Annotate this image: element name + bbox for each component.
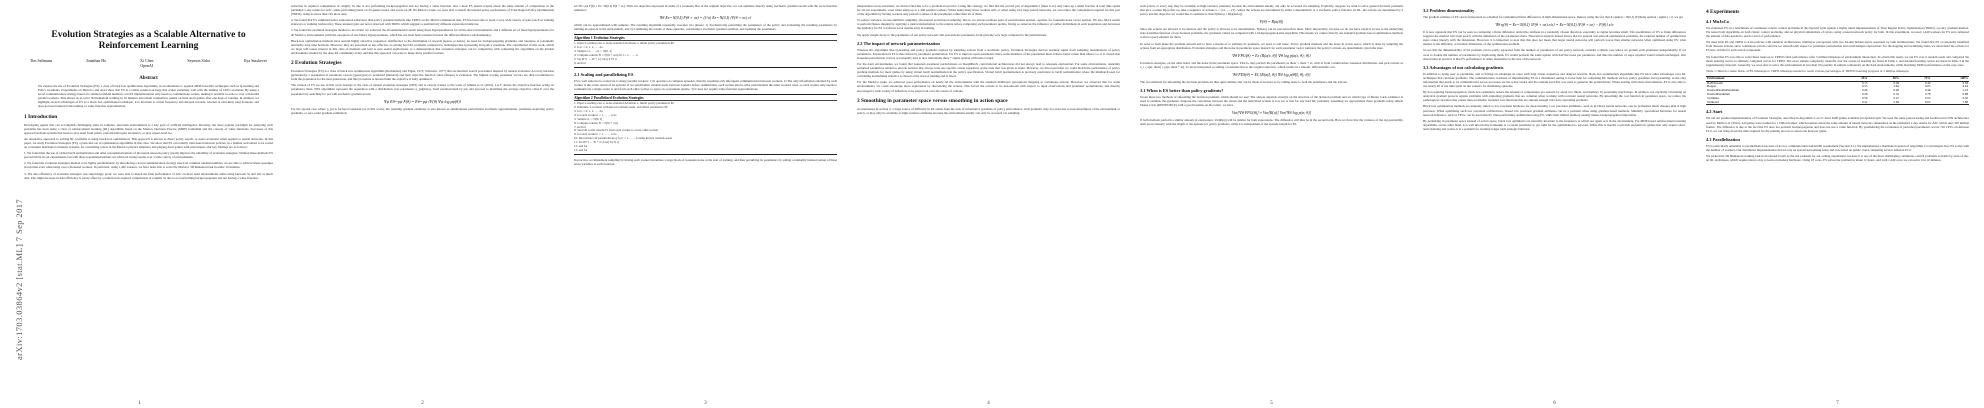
page-number: 7 — [1836, 401, 1839, 406]
paragraph: Black box optimization methods are uniquely suited to low precision hardware for deep learning. Low precision arithmetic, such as in binary neural networks, can be performed much cheaper than at high precision. When optimizing such low precision architectures, biased low precision gradient estimates can be a problem when using gradient-based methods. Similarly, specialized hardware for neural network inference, such as TPUs, can be used directly when performing optimization using ES, while their limited memory usually makes backpropagation impossible. — [1423, 104, 1686, 117]
paragraph: Evolution strategies, on the other hand, add the noise in the parameter space. That is, they perturb the parameters as theta' = theta + xi, with xi from a multivariate Gaussian distribution, and pick actions as a_t = a(xi, theta) = pi(s; theta + xi). It can be interpreted as adding a Gaussian blur to the original objective, which results in a smooth, differentiable cost. — [1140, 60, 1403, 69]
table-cell: 7.88 — [1962, 99, 1968, 104]
table-cell: 0.42 — [1925, 80, 1931, 85]
table-cell: 0.49 — [1925, 88, 1931, 93]
paragraph: To see that the dimensionality of the problem can be partly separated from the number of parameters of our policy network, consider a simple case where we perturb each parameter independently. If we were to double the number of parameters by duplicating them, ES would perform the same update with half the noise per parameter, and thus the number of steps required would remain unchanged. Our observation in practice is that ES performance is rather insensitive to the size of the network. — [1423, 48, 1686, 61]
page-3 — [566, 0, 845, 408]
table-header-cell: Environment — [1707, 75, 1725, 80]
paragraph: In order to both make the problem smooth and to have a means of to estimate its gradients, we need to add noise. Policy gradient methods add the noise in action space, which is done by sampling the actions from an appropriate distribution. Evolution strategies add the noise in parameter space instead: for each parameter vector sampled, the policy's actions are deterministic given the state. — [1140, 41, 1403, 50]
algorithm-line: 8: Send all scalar returns Fi from each worker to every other worker — [574, 128, 659, 133]
algorithm-line: 4: for each worker i = 1, . . . , n do — [574, 112, 617, 117]
paragraph: The version of ES we use in this work belongs to the class of natural evolution strategies (NES) and is closely related to the work of Sehnke et al. (2010). Let F denote the objective function acting on parameters theta. NES algorithms represent the population with a distribution over parameters p_psi(theta), itself parameterized by psi, and proceed to maximize the average objective value E over the population by searching for psi with stochastic gradient ascent. — [291, 83, 554, 96]
table-cell: 0.28 — [1861, 92, 1868, 97]
section-heading: 4 Experiments — [1706, 9, 1740, 15]
equation: ∇θ FPG(θ) = Eε {R(a(ε, θ)) ∇θ log p(a(ε, θ); θ)} — [1232, 52, 1311, 58]
paragraph: set Eθ∼pψ F(θ) = Eε∼N(0,I) F(θ + σε). With our objective expressed in terms of a Gaussian blur of the original objective, we can optimize directly using stochastic gradient ascent with the score function estimator: — [574, 4, 837, 13]
paragraph: 1. We found that the use of virtual batch normalization and other reparameterizations of the neural network policy greatly improve the reliability of evolution strategies. Without these methods ES proved brittle in our experiments, but with these reparameterizations we achieved strong results over a wide variety of environments. — [24, 151, 273, 160]
algorithm-box — [574, 94, 837, 155]
page-5 — [1132, 0, 1411, 408]
equation: ∇θ Eε∼N(0,I) F(θ + σε) = (1/σ) Eε∼N(0,I) {F(θ + σε) ε} — [659, 15, 752, 21]
paragraph: ES is well suited to be scaled up to many parallel workers: 1) It operates on complete episodes, thereby requiring only infrequent communication between workers. 2) The only information obtained by each worker is the scalar return of an episode: if we synchronize random seeds between workers before optimization, each worker knows what perturbations the other workers used, so each worker only needs to communicate a single scalar to and from each other worker to agree on a parameter update. 3) It does not require value function approximations. — [574, 78, 837, 91]
paragraph: For the MuJoCo tasks, we achieved good performance on nearly all the environments with the standard multilayer perceptrons mapping to continuous actions. However, we observed that for some environments, we could encourage more exploration by discretizing the actions. This forced the actions to be non-smooth with respect to input observations and parameter perturbations, and thereby encouraged a wide variety of behaviors to be played out over the course of rollouts. — [857, 80, 1120, 93]
paragraph: We used both ES and TRPO to train policies with identical architectures: multilayer perceptrons with two 64-unit hidden layers separated by tanh nonlinearities. We found that ES occasionally benefited from discrete actions, since continuous actions could be too smooth with respect to parameter perturbation and could hamper exploration. For the hopping and swimming tasks, we discretized the actions for ES into 10 bins for each action component. — [1706, 40, 1969, 53]
page-3-content — [574, 4, 837, 168]
table-cell: 1.23 — [1962, 88, 1968, 93]
table-cell: 0.46 — [1861, 88, 1868, 93]
algorithm-line: 5: Set θt+1 ← θt + α (1/nσ) Σ Fi εi — [574, 57, 617, 61]
page-2 — [283, 0, 562, 408]
paragraph: We evaluated ES on a benchmark of continuous robotic control problems in the OpenAI Gym against a highly tuned implementation of Trust Region Policy Optimization (TRPO), a policy gradient method. We tested both algorithms on both classic control problems, and on physical simulations of robots, using a neural network policy for both. In this experiment, we used 1,440 workers for ES and compared the amount of data needed to reach a level of performance. — [1706, 26, 1969, 39]
paragraph: We ran our parallel implementation of Evolution Strategies, described in Algorithm 2, on 51 Atari 2600 games available in OpenAI Gym. We used the same preprocessing and feedforward CNN architecture used by Mnih et al. (2016). All games were trained for 1 billion frames, which requires about the same amount of neural network computation as the published 1-day results for A3C which uses 320 million frames. The difference is due to the fact that ES does not perform backpropagation and does not use a value function. By parallelizing the evaluation of perturbed parameters across 720 CPUs on Amazon EC2, we can bring down the time required for the training process to about one hour per game. — [1706, 116, 1969, 133]
table-cell: 6.94 — [1962, 84, 1968, 89]
paragraph: Whereas RL algorithms like Q-learning and policy gradients explore by sampling actions from a stochastic policy, Evolution Strategies derives learning signal from sampling instantiations of policy parameters. Exploration in ES is thus driven by parameter perturbation. For ES to improve upon parameters theta, some members of the population must achieve better return than others: i.e. it is crucial that Gaussian perturbation vectors occasionally lead to new individuals theta + sigma epsilon with better return. — [857, 47, 1120, 60]
table-cell: 0.53 — [1861, 84, 1868, 89]
paper-title: Evolution Strategies as a Scalable Alternative to Reinforcement Learning — [51, 30, 246, 51]
table-cell: Walker2d — [1707, 99, 1719, 104]
page-number: 3 — [704, 401, 707, 406]
paragraph: If both methods perform a similar amount of exploration, Var[R(a)] will be similar for both expressions. The difference will thus be in the second term. Here we have that the variance of the log-probability term grows linearly with the length of the episode for policy gradients, while it is independent of the episode length for ES. — [1140, 118, 1403, 127]
section-heading: 1 Introduction — [24, 113, 58, 120]
page-number: 4 — [987, 401, 990, 406]
equation: ∇θ η(θ) = Eε∼N(0,I) {F(θ + σε) ε/σ} = Eε∼N(0,I) {F(θ + σε) − F(θ)} ε/σ — [1495, 22, 1614, 28]
table-cell: 3.64 — [1893, 84, 1899, 89]
algorithm-line: 2: for t = 0, 1, 2, . . . do — [574, 45, 603, 50]
paragraph: It is now apparent that ES can be seen as computing a finite difference derivative estimate in a randomly chosen direction, especially as sigma becomes small. The resemblance of ES to finite differences suggests the method will scale poorly with the dimension of the parameters theta. Theoretical analysis indeed shows that for general non-smooth optimization problems, the required number of optimization steps scales linearly with the dimension. However, it is important to note that this does not mean that larger neural networks will perform worse than smaller networks when optimized using ES: what matters is the difficulty, or intrinsic dimension, of the optimization problem. — [1423, 30, 1686, 47]
paragraph: We found that ES was able to solve these tasks up to TRPO's final performance after 5 million timesteps of environment interaction. To obtain this result, we ran ES over 6 random seeds and compared the mean learning curves to similarly computed curves for TRPO. The exact sample complexity tradeoffs over the course of learning are listed in Table 1, and detailed learning curves are listed in Table 3 in the supplementary material. Generally, we were able to solve the environments in less than 10x penalty in sample complexity on the hard environments, while matching TRPO performance on the easy ones. — [1706, 54, 1969, 67]
paragraph: independent across iterations, we did not find this to be a problem in practice. Using this strategy, we find that the second part of Algorithm 2 (lines 9-12) only takes up a small fraction of total time spend for all our experiments, even when using up to 1,440 parallel workers. When using many more workers still, or when using very large neural networks, we can reduce the computation required for this part of the algorithm by having workers only perturb a subset of the parameters rather than all of them. — [857, 4, 1120, 17]
page-number: 2 — [421, 401, 424, 406]
page-6-content — [1423, 4, 1686, 133]
paragraph: By not requiring backpropagation, black box optimizers reduce the amount of computation per episode by about two thirds, and memory by potentially much more. In addition, not explicitly calculating an analytical gradient protects against problems with exploding gradients that are common when working with recurrent neural networks. By smoothing the cost function in parameter space, we reduce the pathological curvature that causes these problems: bounded cost functions that are smooth enough can't have exploding gradients. — [1423, 90, 1686, 103]
table-cell: HalfCheetah — [1707, 80, 1723, 85]
algorithm-line: 3: Sample ε1, . . . εn ∼ N(0, I) — [574, 49, 612, 54]
subsection-heading: 3.1 When is ES better than policy gradients? — [1140, 88, 1224, 94]
table-cell: 0.49 — [1893, 80, 1899, 85]
author: Ilya Sutskever — [243, 58, 267, 63]
page-5-content — [1140, 4, 1403, 129]
algorithm-title: Algorithm 1 Evolution Strategies — [574, 36, 837, 41]
table-cell: InvertedPendulum — [1707, 92, 1730, 97]
equation: ∇θ FES(θ) = Eξ {R(a(ξ, θ)) ∇θ log p(θ̃(ξ, θ); θ)} — [1232, 71, 1311, 77]
paragraph: ES is particularly amenable to parallelization because of its low communication bandwidth requirement (Section 2.1). We implemented a distributed version of Algorithm 2 to investigate how ES scales with the number of workers. Our distributed implementation did not rely on special networking setup and was tested on public cloud computing service Amazon EC2. — [1706, 143, 1969, 152]
subsection-heading: 3.3 Advantages of not calculating gradients — [1423, 64, 1504, 70]
paragraph: Black-box optimization methods have several highly attractive properties: indifference to the distribution of rewards (sparse or dense), no need for backpropagating gradients, and tolerance of potentially arbitrarily long time horizons. However, they are perceived as less effective at solving hard RL problems compared to techniques like Q-learning and policy gradients. The contribution of this work, which we hope will renew interest in this class of methods and lead to new useful applications, is a demonstration that evolution strategies can be competitive with competing RL algorithms on the hardest environments studied by the deep RL community today, and that this approach can scale to many more parallel workers. — [291, 38, 554, 55]
paragraph: As mentioned in section 2, a large source of difficulty in RL stems from the lack of informative gradients of policy performance: such gradients may not exist due to non-smoothness of the environment or policy, or may only be available as high-variance estimates because the environment usually can only be accessed via sampling. — [857, 106, 1120, 115]
paragraph: each action, or every step may be available as high-variance estimates because the environment usually can only be accessed via sampling. Explicitly, suppose we wish to solve general decision problems that give a return R(a) after we take a sequence of actions a = {a1, ..., aT}, where the actions are determined by either a deterministic or a stochastic policy function. In RL, the actions are determined by a policy and the objective we would like to optimize is thus F(theta) = R(a(theta)). — [1140, 4, 1403, 17]
table-cell: 0.56 — [1861, 95, 1868, 100]
table-cell: InvertedDoublePendulum — [1707, 88, 1739, 93]
paragraph: reduction in required computation of roughly 3x due to not performing backpropagation and not having a value function. Our 1-hour ES results require about the same amount of computation as the published 1-day results for A3C, while performing better on 23 games tested, and worse on 28. On MuJoCo tasks, we were able to match the learned policy performance of Trust Region Policy Optimization (TRPO), using no more than 10x more data. — [291, 4, 554, 17]
subsection-heading: 4.3 Parallelization — [1706, 136, 1740, 142]
author: Tim Salimans — [30, 58, 53, 63]
paragraph: Evolution Strategies (ES) is a class of black box optimization algorithms (Rechenberg and Eigen, 1973; Schwefel, 1977) that are heuristic search procedures inspired by natural evolution: At every iteration (generation), a population of parameter vectors (genotypes) is perturbed (mutated) and their objective function value (fitness) is evaluated. The highest scoring parameter vectors are then recombined to form the population for the next generation, and this procedure is iterated until the objective is fully optimized. — [291, 69, 554, 82]
table-cell: 0.53 — [1925, 95, 1931, 100]
page-4-content — [857, 4, 1120, 117]
page-number: 6 — [1553, 401, 1556, 406]
equation: F(θ) = R(a(θ)) — [1259, 19, 1284, 25]
table-cell: 5.69 — [1893, 99, 1899, 104]
algorithm-line: 1: Input: Learning rate α, noise standard deviation σ, initial policy parameters θ0 — [574, 101, 674, 106]
table-cell: 6.05 — [1925, 84, 1931, 89]
section-heading: 3 Smoothing in parameter space versus smoothing in action space — [857, 97, 1008, 104]
equation: Var[∇θ FPG(θ)] ≈ Var[R(a)] Var[∇θ log p(a; θ)] — [1231, 110, 1312, 116]
paragraph: An alternative approach to solving RL problems is using black-box optimization. This approach is known as direct policy search, or neuro-evolution when applied to neural networks. In this paper, we study Evolution Strategies (ES), a particular set of optimization algorithms in this class. We show that ES can reliably train neural network policies, in a fashion well suited to be scaled up to modern distributed computer systems, for controlling robots in the MuJoCo physics simulator and playing Atari games with pixel inputs. Our key findings are as follows: — [24, 136, 273, 150]
subsection-heading: 4.1 MuJoCo — [1706, 19, 1729, 24]
algorithm-line: 2: Initialize: n workers with known random seeds, and initial parameters θ0 — [574, 105, 668, 109]
table-cell: Swimmer — [1707, 95, 1720, 100]
results-table — [1706, 76, 1969, 106]
table-header-cell: 25% — [1861, 75, 1868, 80]
author: Szymon Sidor — [187, 58, 211, 63]
page-6 — [1415, 0, 1694, 408]
table-cell: 8.02 — [1925, 99, 1931, 104]
table-cell: 0.48 — [1893, 88, 1899, 93]
algorithm-line: 10: Reconstruct all perturbations εj for j = 1, . . . , n using known random seeds — [574, 136, 672, 141]
algorithm-line: 3: for t = 0, 1, 2, . . . do — [574, 108, 603, 113]
subsection-heading: 4.2 Atari — [1706, 109, 1723, 115]
paragraph: To reduce variance, we use antithetic sampling, also known as mirrored sampling, that is, we always evaluate pairs of perturbations epsilon, -epsilon, for Gaussian noise vector epsilon. We also find it useful to perform fitness shaping by applying a rank transformation to the returns before computing each parameter update. Doing so removes the influence of outlier individuals in each population and decreases the tendency for ES to fall into local optima early in training. — [857, 18, 1120, 31]
algorithm-line: 9: for each worker i = 1, . . . , n do — [574, 132, 617, 137]
algorithm-line: 6: Compute returns Fi = F(θt + σεi) — [574, 120, 618, 125]
algorithm-line: 6: end for — [574, 60, 587, 65]
table-cell: 0.41 — [1861, 99, 1868, 104]
algorithm-line: 4: Compute returns Fi = F(θt + σεi) for i = 1, . . . , n — [574, 53, 638, 58]
arxiv-id: arXiv:1703.03864v2 [stat.ML] 7 Sep 2017 — [14, 198, 24, 360]
algorithm-line: 13: end for — [574, 147, 588, 152]
algorithm-line: 7: end for — [574, 124, 587, 129]
page-7 — [1698, 0, 1977, 408]
subsection-heading: 2.2 The impact of network parameterization — [857, 40, 940, 46]
algorithm-title: Algorithm 2 Parallelized Evolution Strategies — [574, 96, 837, 101]
page-7-content — [1706, 4, 1969, 164]
page-1 — [0, 0, 279, 408]
paragraph: 2. We found the evolution strategies method to be highly parallelizable: by introducing a novel communication strategy based on common random numbers, we are able to achieve linear speedups in run time even when using over a thousand workers. In particular, using 1,440 workers, we have been able to solve the MuJoCo 3D humanoid task in under 10 minutes. — [24, 161, 273, 170]
table-caption: Table 1: MuJoCo tasks: Ratio of ES timesteps to TRPO timesteps needed to reach various percentages of TRPO's learning progress at 5 million timesteps. — [1706, 68, 1910, 73]
table-cell: 0.58 — [1962, 80, 1968, 85]
page-number: 1 — [138, 401, 141, 406]
table-cell: Hopper — [1707, 84, 1717, 89]
page-1-body — [24, 4, 273, 182]
table-header-cell: 75% — [1924, 75, 1931, 80]
paragraph: which can be approximated with samples. The resulting algorithm repeatedly executes two phases: 1) Stochastically perturbing the parameters of the policy and evaluating the resulting parameters by running an episode in the environment, and 2) Combining the results of these episodes, calculating a stochastic gradient estimate, and updating the parameters. — [574, 23, 837, 32]
subsection-heading: 2.1 Scaling and parallelizing ES — [574, 71, 634, 77]
author: Jonathan Ho — [86, 58, 107, 63]
table-cell: 0.15 — [1861, 80, 1868, 85]
paragraph: 4. We found that ES exhibited better exploration behaviour than policy gradient methods like TRPO: on the MuJoCo humanoid task, ES has been able to learn a very wide variety of gaits (such as walking sideways or walking backwards). These unusual gaits are never observed with TRPO, which suggests a qualitatively different exploration behavior. — [291, 18, 554, 27]
algorithm-line: 1: Input: Learning rate α, noise standard deviation σ, initial policy parameters θ0 — [574, 41, 674, 46]
paragraph: 3. The data efficiency of evolution strategies was surprisingly good: we were able to match the final performance of A3C on most Atari environments while using between 3x and 10x as much data. The slight decrease in data efficiency is partly offset by a reduction in required computation of roughly 3x due to not performing backpropagation and not having a value function. — [24, 171, 273, 180]
author-block — [140, 58, 153, 68]
paragraph: For the Atari environments, we found that Gaussian parameter perturbations on DeepMind's convolutional architectures did not always lead to adequate exploration: For some environments, randomly perturbed parameters tended to encode policies that always took one specific action regardless of the state that was given as input. However, we discovered that we could match the performance of policy gradient methods for most games by using virtual batch normalization in the policy specification. Virtual batch normalization is precisely equivalent to batch normalization where the minibatch used for calculating normalizing statistics is chosen at the start of training and is fixed. — [857, 61, 1120, 79]
paragraph: The gradient estimate of ES can be interpreted as a method for randomized finite differences in high-dimensional space. Indeed, using the fact that E epsilon ~ N(0,I) {F(theta) epsilon / sigma} = 0, we get — [1423, 15, 1683, 19]
paragraph: Developing agents that can accomplish challenging tasks in complex, uncertain environments is a key goal of artificial intelligence. Recently, the most popular paradigm for analyzing such problems has been using a class of reinforcement learning (RL) algorithms based on the Markov Decision Process (MDP) formalism and the concept of value functions. Successes of this approach include systems that learn to play Atari from pixels, perform helicopter aerobatics, or play expert-level Go. — [24, 122, 273, 135]
equation: ∇ψ Eθ∼pψ F(θ) = Eθ∼pψ {F(θ) ∇ψ log pψ(θ)} — [383, 98, 462, 104]
table-row — [1706, 101, 1969, 105]
table-cell: 0.88 — [1962, 92, 1968, 97]
algorithm-line: 12: end for — [574, 144, 588, 149]
table-header-cell: 100% — [1960, 75, 1968, 80]
page-2-content — [291, 4, 554, 117]
abstract-heading: Abstract — [139, 76, 158, 81]
section-heading: 2 Evolution Strategies — [291, 60, 342, 67]
paragraph: 5. We found the evolution strategies method to be robust: we achieved the aforementioned results using fixed hyperparameters for all the Atari environments, and a different set of fixed hyperparameters for all MuJoCo environments (with the exception of one binary hyperparameter, which has not been held constant between the different MuJoCo environments). — [291, 28, 554, 37]
paragraph: In practice, we implement sampling by having each worker instantiate a large block of Gaussian noise at the start of training, and then perturbing its parameters by adding a randomly indexed subset of these noise variables at each iteration. — [574, 157, 837, 166]
paragraph: By perturbing in parameter space instead of action space, black box optimizers are naturally invariant to the frequency at which our agent acts in the environment. For MDP-based reinforcement learning algorithms, on the other hand, it is well known that frameskip is a crucial parameter to get right for the optimization to succeed. While this is usually a solvable problem for games that only require short-term planning and action, it is a problem for learning longer term strategic behavior. — [1423, 118, 1686, 131]
table-cell: 0.30 — [1962, 95, 1968, 100]
page-1-content — [24, 114, 273, 180]
page-4 — [849, 0, 1128, 408]
paragraph: Given these two methods of smoothing the decision problem, which should we use? The answer depends strongly on the structure of the decision problem and on which type of Monte Carlo estimator is used to estimate the gradients. Suppose the correlation between the return and the individual actions is low (as is true for any hard RL problem). Assuming we approximate these gradients using simple Monte Carlo (REINFORCE) with a good baseline on the return, we have — [1140, 95, 1403, 108]
paragraph: In addition to being easy to parallelize, and to having an advantage in cases with long action sequences and delayed rewards, black box optimization algorithms like ES have other advantages over RL techniques that calculate gradients. The communication overhead of implementing ES in a distributed setting is lower than for competing RL methods such as policy gradients and Q-learning, as the only information that needs to be communicated across processes are the scalar return and the random seed that was used to generate the perturbations. When dealing with ideal environments, ES is also able to use nearly all of the time spent on the workers for simulating episodes. — [1423, 71, 1686, 89]
table-cell: 0.78 — [1925, 92, 1931, 97]
paragraph: For the special case where p_psi is factored Gaussian (as in this work), the resulting gradient estimator is also known as simultaneous perturbation stochastic approximation, parameter-exploring policy gradients, or zero-order gradient estimation. — [291, 106, 554, 115]
abstract-text: We explore the use of Evolution Strategies (ES), a class of black box optimization algorithms, as an alternative to popular MDP-based RL techniques such as Q-learning and Policy Gradients. Experiments on MuJoCo and Atari show that ES is a viable solution strategy that scales extremely well with the number of CPUs available: By using a novel communication strategy based on common random numbers, our ES implementation only needs to communicate scalars, making it possible to scale to over a thousand parallel workers. This allows us to solve 3D humanoid walking in 10 minutes and obtain competitive results on most Atari games after one hour of training. In addition, we highlight several advantages of ES as a black box optimization technique: it is invariant to action frequency and delayed rewards, tolerant of extremely long horizons, and does not need temporal discounting or value function approximation. — [38, 84, 259, 109]
algorithm-line: 11: Set θt+1 ← θt + α (1/nσ) Σj Fj εj — [574, 140, 620, 145]
algorithm-box — [574, 34, 837, 67]
author-list — [30, 58, 267, 68]
author: Xi Chen — [140, 58, 154, 63]
affiliation: OpenAI — [140, 63, 154, 68]
paragraph: We picked the 3D Humanoid walking task from OpenAI Gym as the test problem for our scaling experiment, because it is one of the most challenging continuous control problems solvable by state-of-the-art RL techniques, which require about a day to learn on modern hardware. Using 18 cores, ES solves the problem in about 11 hours, and with 1,440 cores we can solve it in 10 minutes. — [1706, 153, 1969, 163]
algorithm-line: 5: Sample εi ∼ N(0, I) — [574, 116, 602, 121]
subsection-heading: 3.2 Problem dimensionality — [1423, 8, 1475, 13]
table-header-cell: 50% — [1892, 75, 1899, 80]
paragraph: Since the actions are allowed to be discrete and the policy is allowed to be deterministic, F(theta) can be non-smooth in theta. More importantly, because we do not have explicit access to the underlying state transition function of our decision problems, the gradients cannot be computed with a backpropagation-like algorithm. This means we cannot directly use standard gradient-based optimization methods to find a good solution for theta. — [1140, 27, 1403, 40]
arxiv-stamp — [4, 60, 24, 370]
paragraph: We apply weight decay to the parameters of our policy network: this prevents the parameters from growing very large compared to the perturbations. — [857, 32, 1048, 37]
table-cell: 0.52 — [1893, 92, 1899, 97]
paragraph: The two methods for smoothing the decision problem are thus quite similar, and can be made even more so by adding noise to both the parameters and the actions. — [1140, 79, 1348, 84]
page-number: 5 — [1270, 401, 1273, 406]
table-cell: 0.47 — [1893, 95, 1899, 100]
